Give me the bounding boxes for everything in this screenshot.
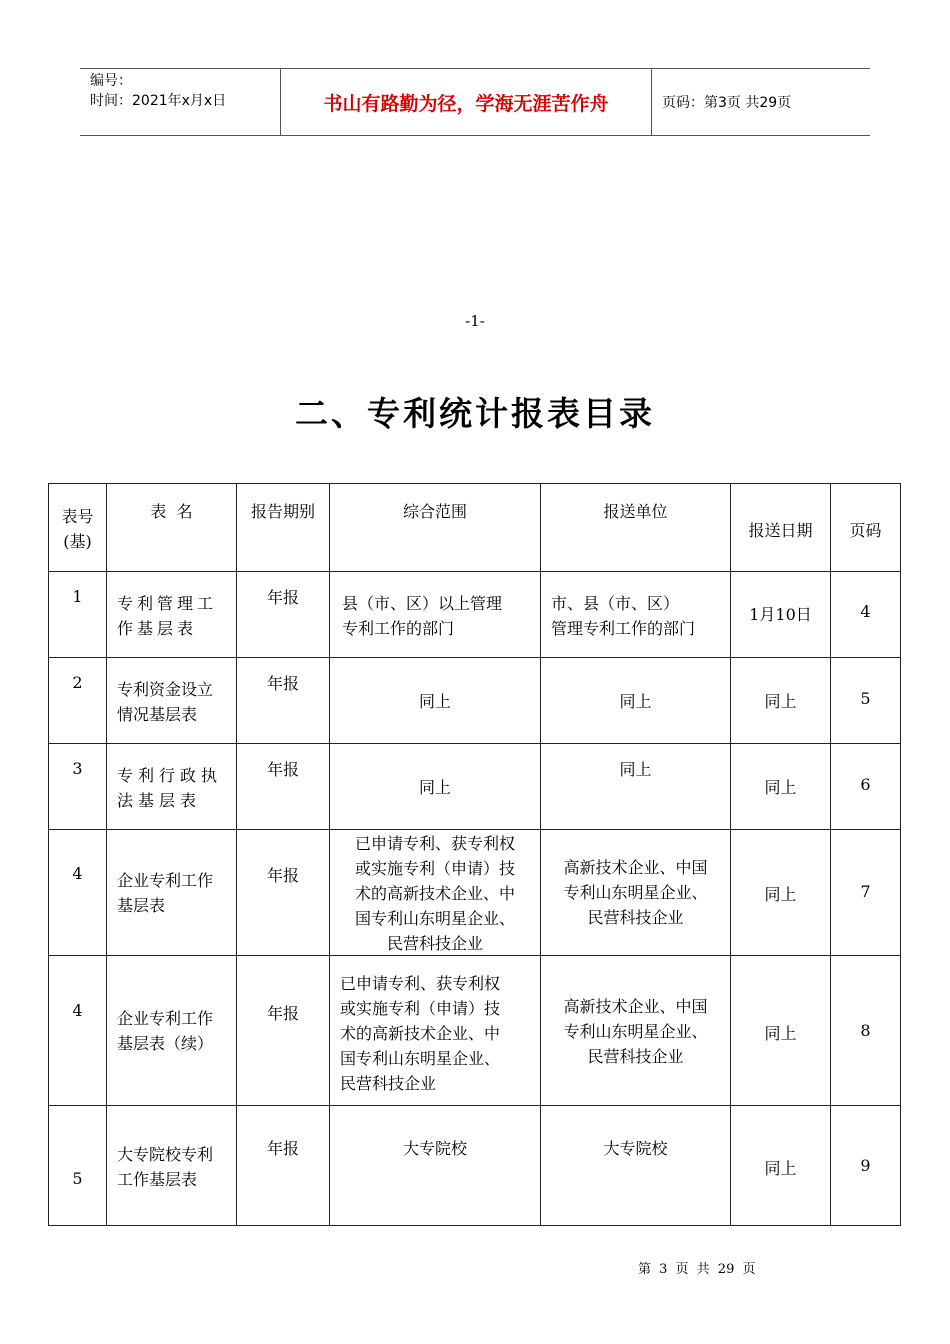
row-page: 6 — [860, 775, 871, 794]
row-name-line: 情况基层表 — [117, 705, 198, 724]
page-marker: -1- — [465, 312, 485, 330]
row-name-line: 企业专利工作 — [117, 871, 214, 890]
row-scope-line: 国专利山东明星企业、 — [340, 1049, 501, 1068]
row-unit-line: 市、县（市、区） — [551, 594, 680, 613]
row-scope-line: 民营科技企业 — [386, 934, 483, 953]
row-name-line: 法基层表 — [117, 791, 202, 810]
row-page: 8 — [860, 1021, 871, 1040]
row-unit-line: 高新技术企业、中国 — [563, 997, 708, 1016]
row-no: 3 — [72, 759, 83, 778]
header-period — [237, 484, 330, 572]
page-info: 页码：第3页 共29页 — [662, 95, 792, 111]
table-row — [49, 658, 901, 744]
motto: 书山有路勤为径，学海无涯苦作舟 — [280, 69, 652, 135]
row-unit-line: 大专院校 — [603, 1139, 668, 1158]
catalog-table — [48, 483, 901, 1226]
row-date: 同上 — [764, 1024, 797, 1043]
header-name-text: 表 名 — [150, 502, 193, 521]
row-name-line: 企业专利工作 — [117, 1009, 214, 1028]
row-name-line: 基层表（续） — [117, 1034, 214, 1053]
row-scope-line: 国专利山东明星企业、 — [354, 909, 515, 928]
row-unit-line: 同上 — [619, 760, 652, 779]
row-scope-line: 同上 — [418, 778, 451, 797]
row-scope-line: 已申请专利、获专利权 — [340, 974, 501, 993]
header-meta — [80, 69, 280, 135]
row-date: 同上 — [764, 778, 797, 797]
table-header-row — [49, 484, 901, 572]
header-band — [80, 68, 870, 136]
row-name-line: 专利资金设立 — [117, 680, 214, 699]
row-no: 5 — [72, 1169, 83, 1188]
row-period: 年报 — [266, 1139, 299, 1158]
code-label: 编号： — [90, 73, 132, 89]
row-scope-line: 或实施专利（申请）技 — [354, 859, 515, 878]
row-page: 5 — [860, 689, 871, 708]
time-label: 时间：2021年x月x日 — [90, 93, 227, 109]
row-scope-line: 大专院校 — [402, 1139, 467, 1158]
row-scope-line: 民营科技企业 — [340, 1074, 437, 1093]
page-title: 二、专利统计报表目录 — [295, 394, 655, 433]
header-no-line1: 表号 — [61, 507, 94, 526]
table-row — [49, 830, 901, 956]
table-row — [49, 744, 901, 830]
row-scope-line: 专利工作的部门 — [342, 619, 455, 638]
row-unit-line: 管理专利工作的部门 — [551, 619, 696, 638]
row-page: 7 — [860, 882, 871, 901]
row-date: 同上 — [764, 1159, 797, 1178]
header-unit — [541, 484, 731, 572]
header-scope-text: 综合范围 — [402, 502, 467, 521]
row-period: 年报 — [266, 866, 299, 885]
page-footer: 第 3 页 共 29 页 — [638, 1262, 756, 1277]
row-no: 4 — [72, 864, 83, 883]
row-unit-line: 民营科技企业 — [587, 908, 684, 927]
header-date-text: 报送日期 — [748, 521, 813, 540]
row-unit-line: 高新技术企业、中国 — [563, 858, 708, 877]
row-no: 2 — [72, 673, 83, 692]
row-name-line: 大专院校专利 — [117, 1145, 214, 1164]
table-row — [49, 1106, 901, 1226]
table-row — [49, 572, 901, 658]
row-unit-line: 民营科技企业 — [587, 1047, 684, 1066]
header-page — [831, 484, 901, 572]
row-period: 年报 — [266, 674, 299, 693]
row-name-line: 专利管理工 — [117, 594, 218, 613]
row-date: 同上 — [764, 885, 797, 904]
table-row — [49, 956, 901, 1106]
header-no — [49, 484, 107, 572]
row-period: 年报 — [266, 760, 299, 779]
row-unit-line: 专利山东明星企业、 — [563, 1022, 708, 1041]
row-unit-line: 同上 — [619, 692, 652, 711]
header-no-line2: (基) — [63, 532, 92, 551]
row-scope-line: 已申请专利、获专利权 — [354, 834, 515, 853]
row-scope-line: 术的高新技术企业、中 — [354, 884, 515, 903]
row-name-line: 作基层表 — [117, 619, 198, 638]
row-period: 年报 — [266, 588, 299, 607]
row-date: 同上 — [764, 692, 797, 711]
header-unit-text: 报送单位 — [603, 502, 668, 521]
row-date: 1月10日 — [749, 605, 812, 624]
row-page: 9 — [860, 1156, 871, 1175]
header-scope — [330, 484, 541, 572]
row-name-line: 专利行政执 — [117, 766, 223, 785]
row-no: 1 — [72, 587, 83, 606]
row-period: 年报 — [266, 1004, 299, 1023]
row-no: 4 — [72, 1001, 83, 1020]
row-scope-line: 术的高新技术企业、中 — [340, 1024, 501, 1043]
row-page: 4 — [860, 602, 871, 621]
row-scope-line: 县（市、区）以上管理 — [342, 594, 503, 613]
row-scope-line: 同上 — [418, 692, 451, 711]
header-page-text: 页码 — [849, 521, 882, 540]
header-date — [731, 484, 831, 572]
header-name — [107, 484, 237, 572]
row-scope-line: 或实施专利（申请）技 — [340, 999, 501, 1018]
header-period-text: 报告期别 — [250, 502, 315, 521]
row-unit-line: 专利山东明星企业、 — [563, 883, 708, 902]
row-name-line: 基层表 — [117, 896, 166, 915]
row-name-line: 工作基层表 — [117, 1170, 198, 1189]
